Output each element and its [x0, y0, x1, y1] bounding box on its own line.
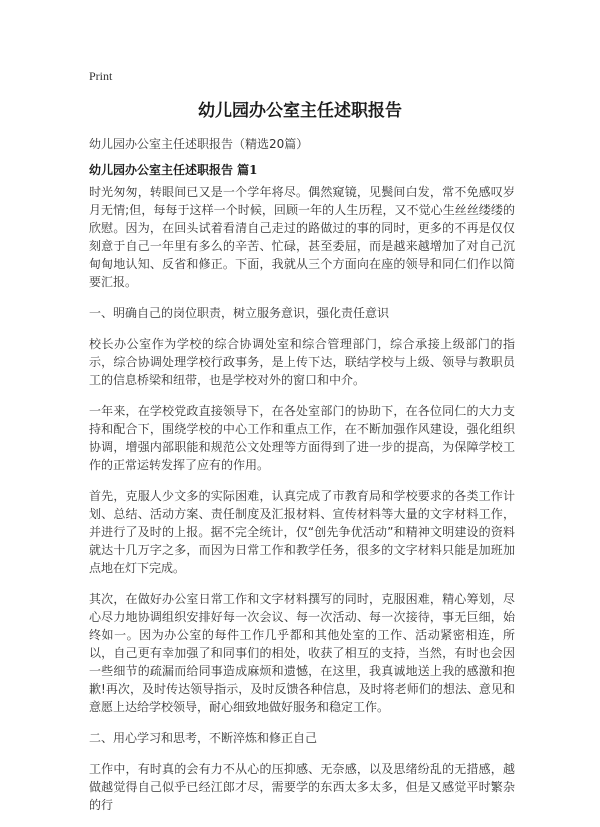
- paragraph: 校长办公室作为学校的综合协调处室和综合管理部门，综合承接上级部门的指示，综合协调处理学校行政事务，是上传下达，联结学校与上级、领导与教职员工的信息桥梁和纽带，也是学校对外的窗口和中介。: [89, 337, 515, 387]
- paragraph: 一年来，在学校党政直接领导下，在各处室部门的协助下，在各位同仁的大力支持和配合下，围绕学校的中心工作和重点工作，在不断加强作风建设，强化组织协调，增强内部职能和规范公文处理等方面得到了进一步的提高，为保障学校工作的正常运转发挥了应有的作用。: [89, 404, 515, 472]
- paragraph: 首先，克服人少文多的实际困难，认真完成了市教育局和学校要求的各类工作计划、总结、活动方案、责任制度及汇报材料、宣传材料等大量的文字材料工作，并进行了及时的上报。据不完全统计，仅“创先争优活动”和精神文明建设的资料就达十几万字之多，而因为日常工作和教学任务，很多的文字材料只能是加班加点地在灯下完成。: [89, 489, 515, 575]
- paragraph: 其次，在做好办公室日常工作和文字材料撰写的同时，克服困难，精心筹划，尽心尽力地协调组织安排好每一次会议、每一次活动、每一次接待，事无巨细，始终如一。因为办公室的每件工作几乎都和其他处室的工作、活动紧密相连，所以，自己更有幸加强了和同事们的相处，收获了相互的支持，当然，有时也会因一些细节的疏漏而给同事造成麻烦和遗憾，在这里，我真诚地送上我的感激和抱歉!再次，及时传达领导指示，及时反馈各种信息，及时将老师们的想法、意见和意愿上达给学校领导，耐心细致地做好服务和稳定工作。: [89, 592, 515, 714]
- document-body: [89, 183, 515, 827]
- paragraph: 工作中，有时真的会有力不从心的压抑感、无奈感，以及思绪纷乱的无措感，越做越觉得自己似乎已经江郎才尽，需要学的东西太多太多，但是又感觉平时繁杂的行: [89, 762, 515, 812]
- document-title: 幼儿园办公室主任述职报告: [198, 101, 402, 121]
- section-heading: 二、用心学习和思考，不断淬炼和修正自己: [89, 731, 318, 745]
- document-subtitle: 幼儿园办公室主任述职报告（精选20篇）: [89, 137, 309, 151]
- article-heading: 幼儿园办公室主任述职报告 篇1: [89, 163, 258, 177]
- section-heading: 一、明确自己的岗位职责，树立服务意识，强化责任意识: [89, 306, 390, 320]
- print-link[interactable]: Print: [89, 69, 113, 83]
- paragraph: 时光匆匆，转眼间已又是一个学年将尽。偶然窥镜，见鬓间白发，常不免感叹岁月无情;但，每每于这样一个时候，回顾一年的人生历程，又不觉心生丝丝缕缕的欣慰。因为，在回头试着看清自己走过的路做过的事的同时，更多的不再是仅仅刻意于自己一年里有多么的辛苦、忙碌，甚至委屈，而是越来越增加了对自己沉甸甸地认知、反省和修正。下面，我就从三个方面向在座的领导和同仁们作以简要汇报。: [89, 185, 515, 289]
